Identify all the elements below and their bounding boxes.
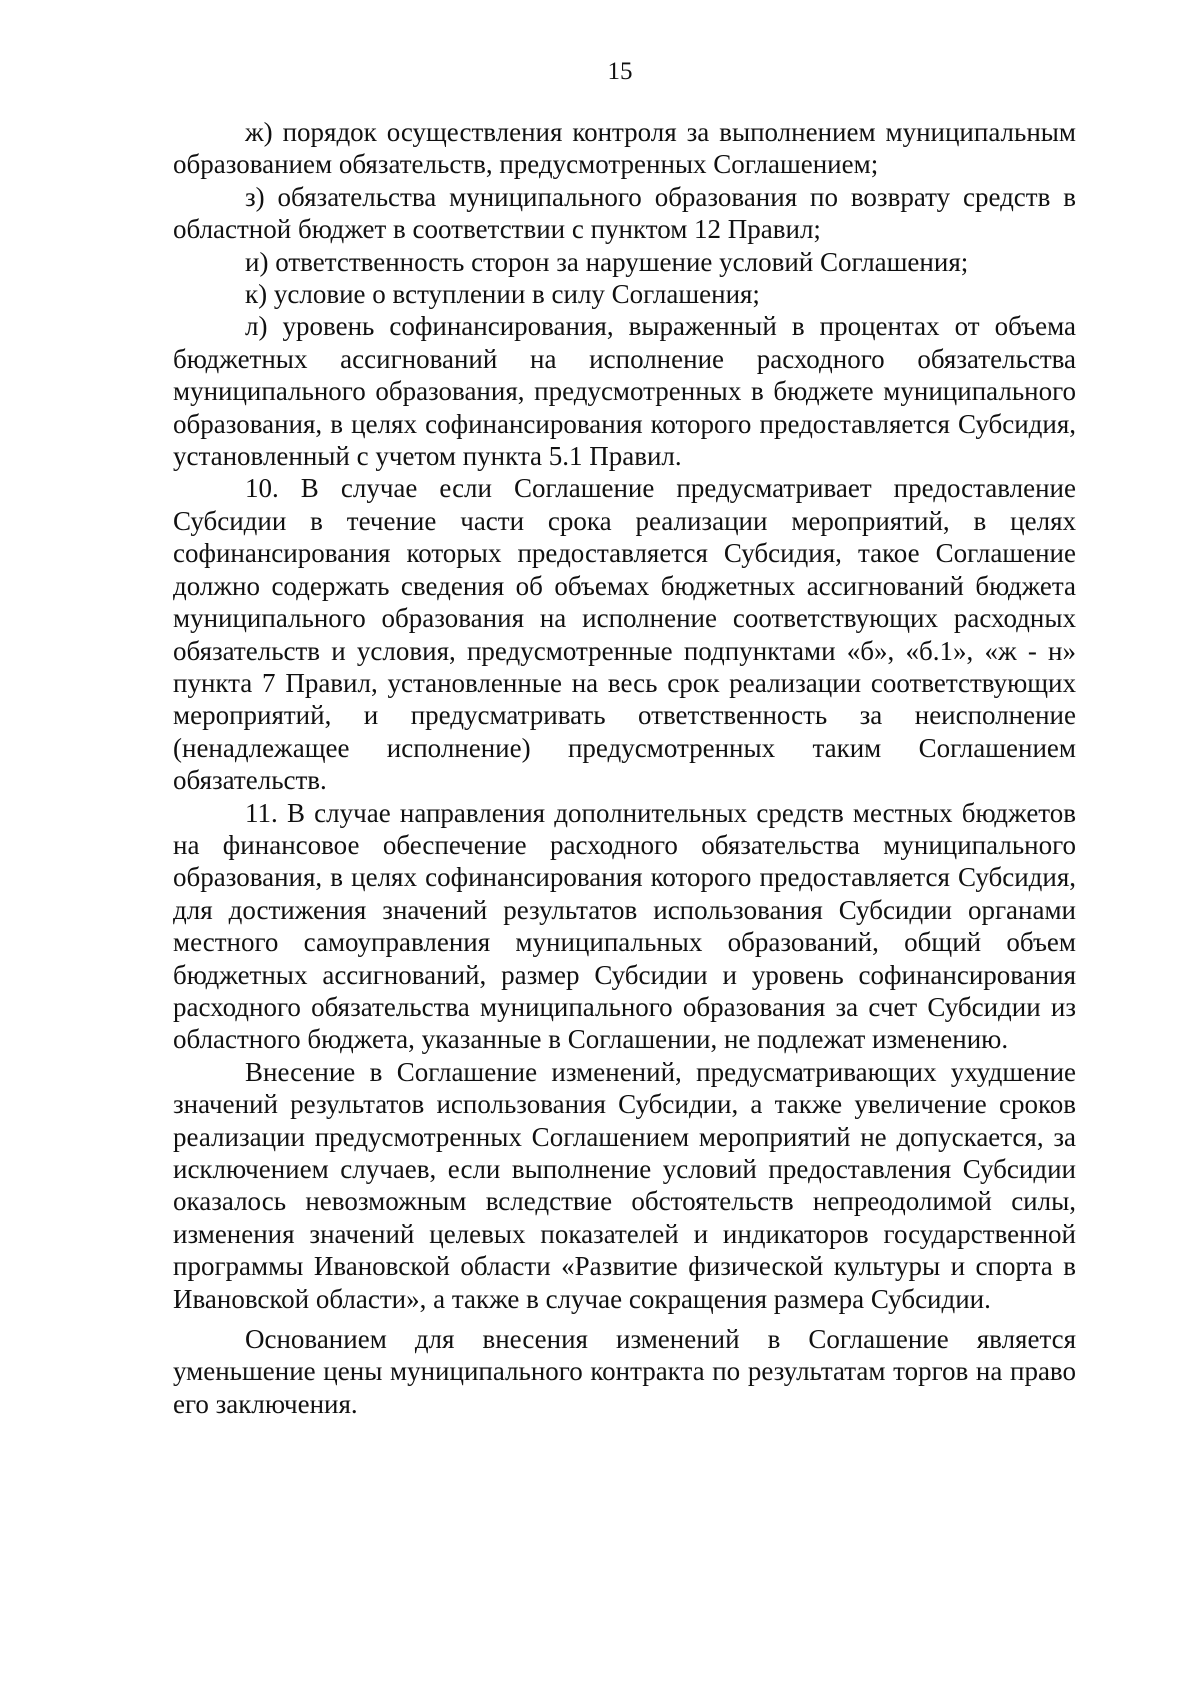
- paragraph-basis: Основанием для внесения изменений в Соглашение является уменьшение цены муниципального контракта по результатам торгов на право его заключения.: [173, 1324, 1076, 1419]
- paragraph-10: 10. В случае если Соглашение предусматривает предоставление Субсидии в течение части срока реализации мероприятий, в целях софинансирования которых предоставляется Субсидия, такое Соглашение должно содержать сведения об объемах бюджетных ассигнований бюджета муниципального образования на исполнение соответствующих расходных обязательств и условия, предусмотренные подпунктами «б», «б.1», «ж - н» пункта 7 Правил, установленные на весь срок реализации соответствующих мероприятий, и предусматривать ответственность за неисполнение (ненадлежащее исполнение) предусмотренных таким Соглашением обязательств.: [173, 473, 1076, 796]
- paragraph-l: л) уровень софинансирования, выраженный в процентах от объема бюджетных ассигнований на исполнение расходного обязательства муниципального образования, предусмотренных в бюджете муниципального образования, в целях софинансирования которого предоставляется Субсидия, установленный с учетом пункта 5.1 Правил.: [173, 311, 1076, 472]
- paragraph-zh: ж) порядок осуществления контроля за выполнением муниципальным образованием обязательств, предусмотренных Соглашением;: [173, 117, 1076, 180]
- page-number: 15: [607, 58, 633, 85]
- document-body: [173, 116, 1076, 1420]
- paragraph-amendments: Внесение в Соглашение изменений, предусматривающих ухудшение значений результатов использования Субсидии, а также увеличение сроков реализации предусмотренных Соглашением мероприятий не допускается, за исключением случаев, если выполнение условий предоставления Субсидии оказалось невозможным вследствие обстоятельств непреодолимой силы, изменения значений целевых показателей и индикаторов государственной программы Ивановской области «Развитие физической культуры и спорта в Ивановской области», а также в случае сокращения размера Субсидии.: [173, 1056, 1076, 1314]
- paragraph-z: з) обязательства муниципального образования по возврату средств в областной бюджет в соответствии с пунктом 12 Правил;: [173, 181, 1076, 245]
- paragraph-11: 11. В случае направления дополнительных средств местных бюджетов на финансовое обеспечение расходного обязательства муниципального образования, в целях софинансирования которого предоставляется Субсидия, для достижения значений результатов использования Субсидии органами местного самоуправления муниципальных образований, общий объем бюджетных ассигнований, размер Субсидии и уровень софинансирования расходного обязательства муниципального образования за счет Субсидии из областного бюджета, указанные в Соглашении, не подлежат изменению.: [173, 797, 1076, 1055]
- paragraph-k: к) условие о вступлении в силу Соглашения;: [245, 279, 760, 310]
- paragraph-i: и) ответственность сторон за нарушение условий Соглашения;: [245, 246, 969, 277]
